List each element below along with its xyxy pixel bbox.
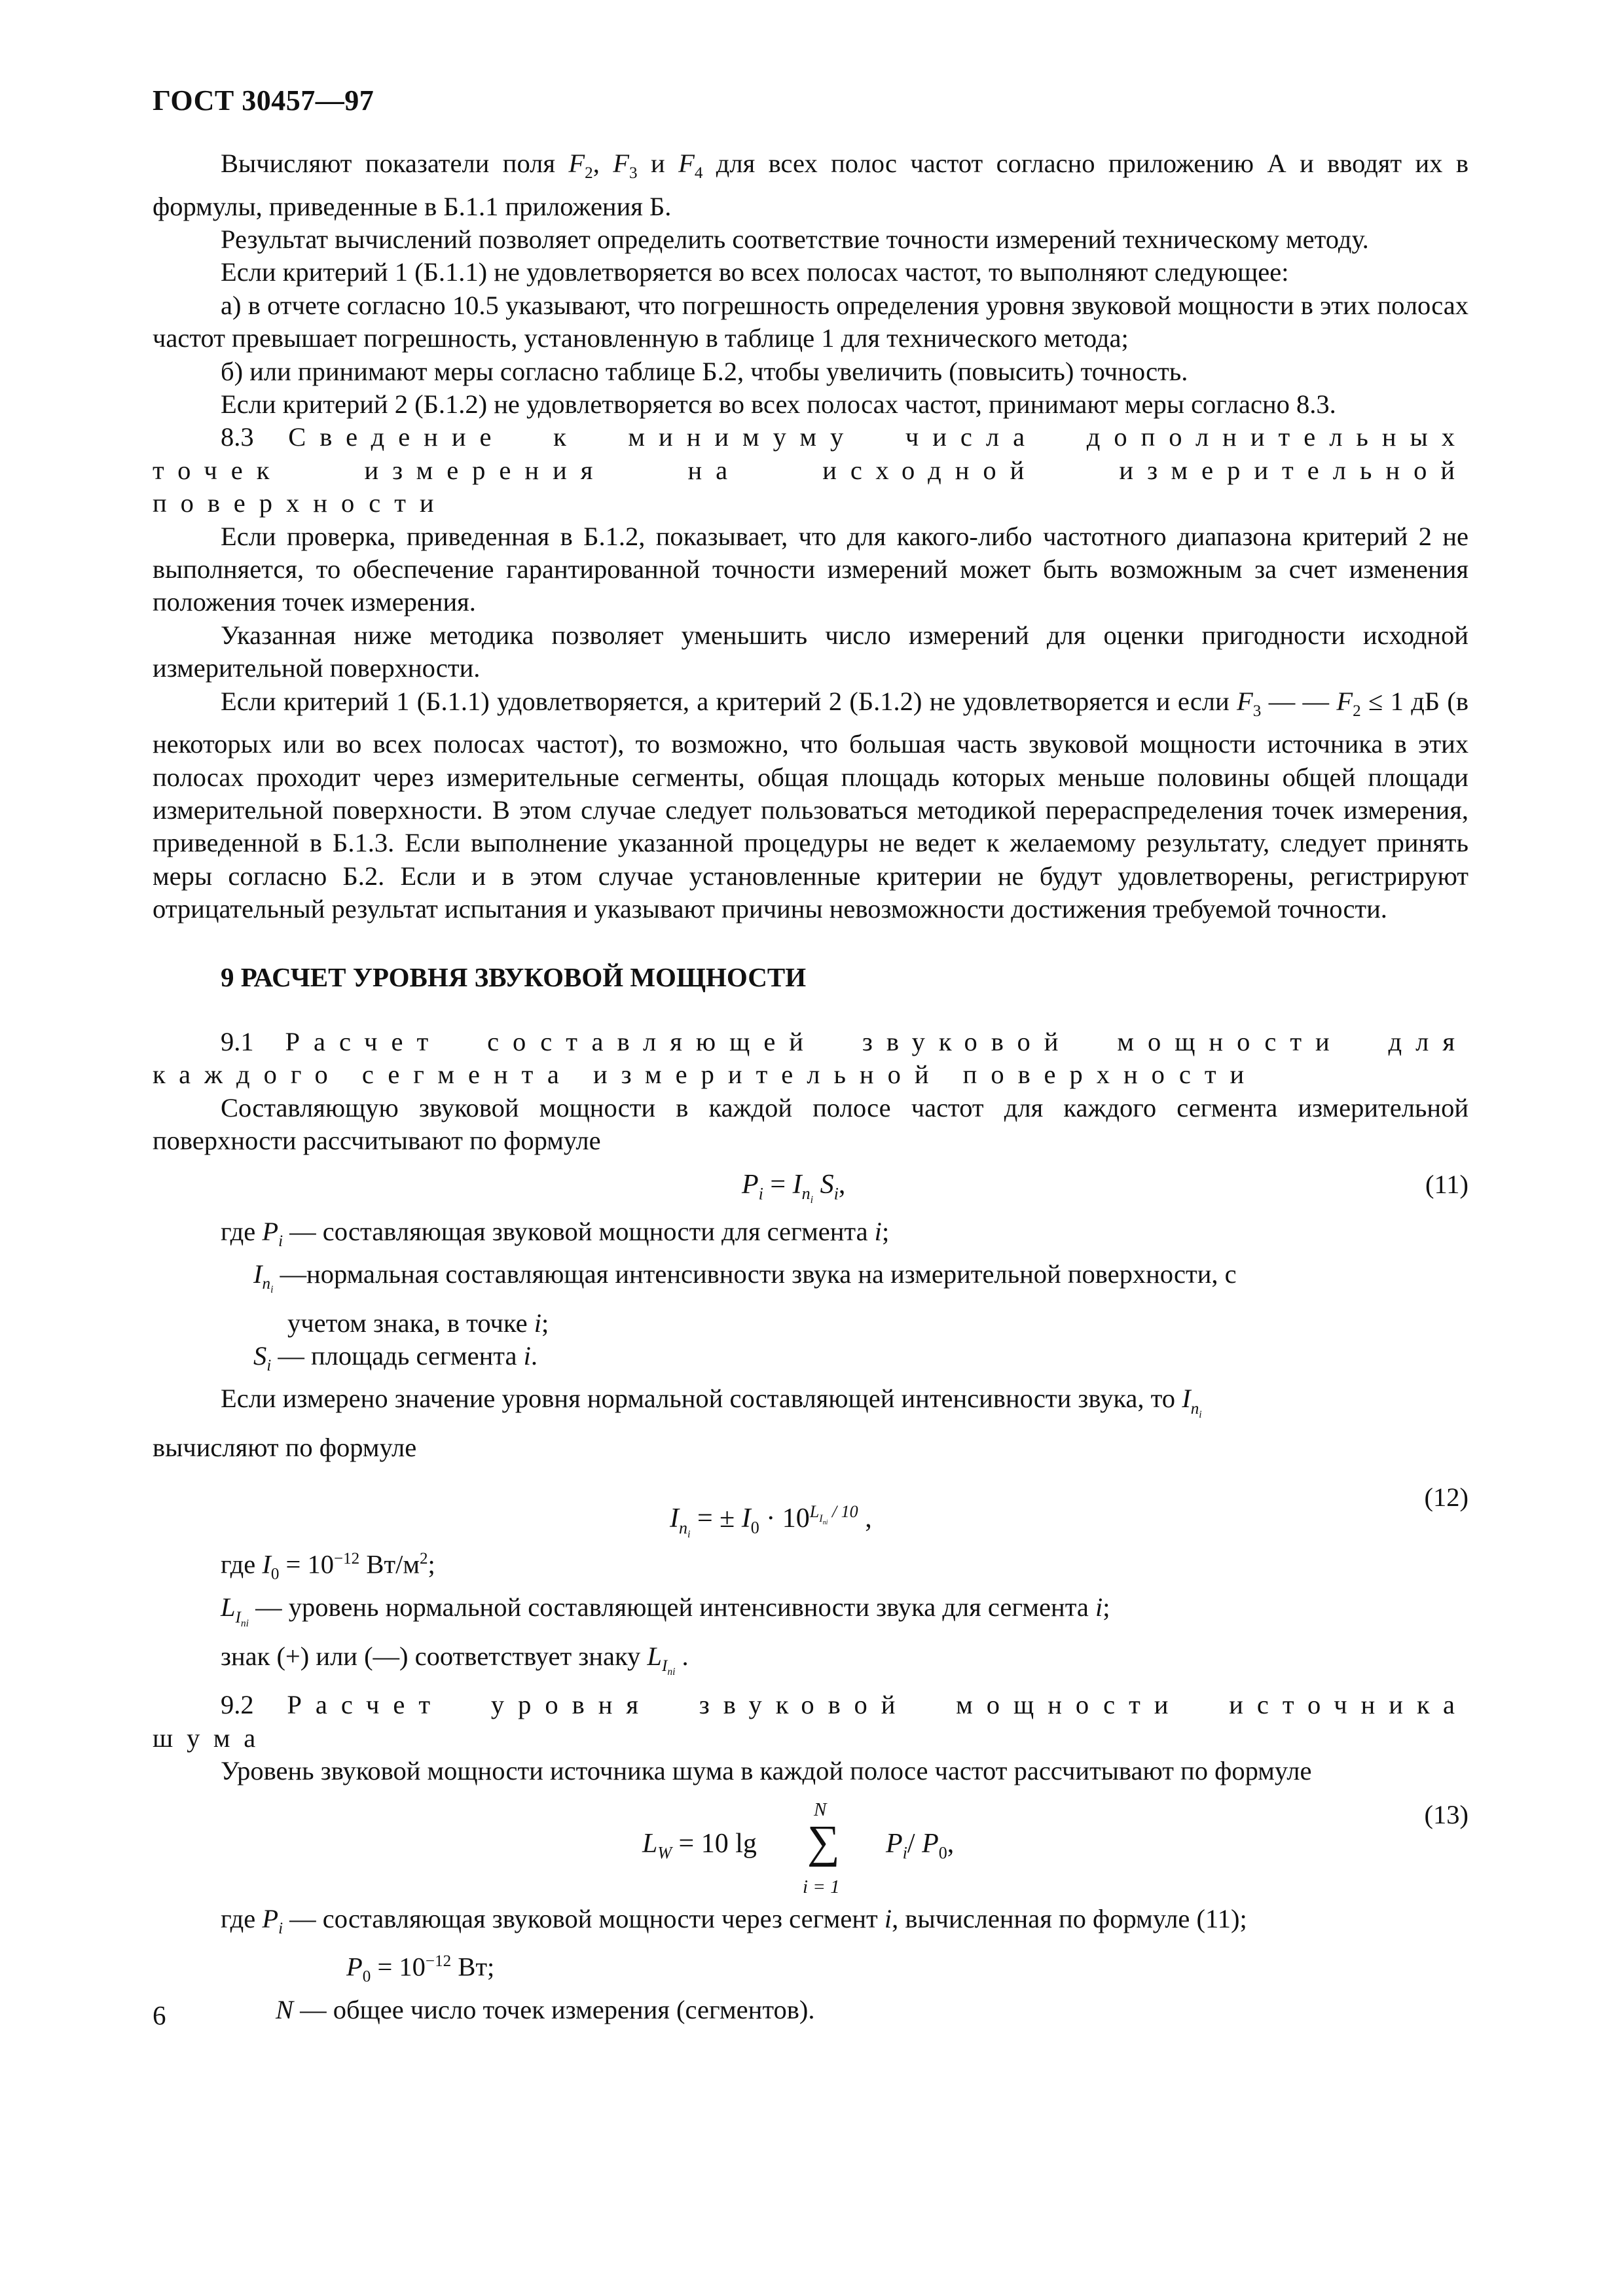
equation-number-11: (11) bbox=[1425, 1169, 1468, 1199]
where-12-line1: где $I_0 = 10^{-12}$ $Вт/м^2$; bbox=[221, 1549, 435, 1583]
formula-13-rhs: $P_i/$ $P_0$, bbox=[886, 1828, 955, 1863]
where-12-line3: знак (+) или (—) соответствует знаку $L_{I_{ni}}$ . bbox=[221, 1641, 689, 1678]
paragraph-method: Указанная ниже методика позволяет уменьшить число измерений для оценки пригодности исходной измерительной поверхности. bbox=[153, 620, 1468, 683]
where-11-line3: $S_i$ — площадь сегмента i. bbox=[253, 1340, 538, 1375]
paragraph-field-indicators: Вычисляют показатели поля $F_2$, $F_3$ и $F_4$ для всех полос частот согласно приложению А и вводят их в формулы, приведенные в Б.1.1 приложения Б. bbox=[153, 149, 1468, 221]
paragraph-redistribution: Если критерий 1 (Б.1.1) удовлетворяется, а критерий 2 (Б.1.2) не удовлетворяется и если $F_3$ — — $F_2 \le 1$ дБ (в некоторых или во всех полосах частот), то возможно, что большая часть звуковой мощности источника в этих полосах проходит через измерительные сегменты, общая площадь которых меньше половины общей площади измерительной поверхности. В этом случае следует пользоваться методикой перераспределения точек измерения, приведенной в Б.1.3. Если выполнение указанной процедуры не ведет к желаемому результату, следует принять меры согласно Б.2. Если и в этом случае установленные критерии не будут удовлетворены, регистрируют отрицательный результат испытания и указывают причины невозможности достижения требуемой точности. bbox=[153, 686, 1469, 924]
sum-lower-limit: i = 1 bbox=[803, 1876, 840, 1897]
paragraph-result: Результат вычислений позволяет определить соответствие точности измерений техническому методу. bbox=[221, 224, 1369, 254]
paragraph-9-1: Составляющую звуковой мощности в каждой полосе частот для каждого сегмента измерительной поверхности рассчитывают по формуле bbox=[153, 1092, 1468, 1156]
equation-number-12: (12) bbox=[1424, 1482, 1468, 1513]
sum-upper-limit: N bbox=[814, 1799, 827, 1820]
formula-13-lhs: $L_W = 10$ lg bbox=[642, 1828, 757, 1863]
where-12-line2: $L_{I_{ni}}$ — уровень нормальной составляющей интенсивности звука для сегмента i; bbox=[221, 1592, 1110, 1629]
list-item-a: а) в отчете согласно 10.5 указывают, что погрешность определения уровня звуковой мощности в этих полосах частот превышает погрешность, установленную в таблице 1 для технического метода; bbox=[153, 290, 1468, 353]
formula-13 bbox=[153, 1788, 1468, 1903]
where-13-line1: где $P_i$ — составляющая звуковой мощности через сегмент i, вычисленная по формуле (11); bbox=[221, 1903, 1247, 1937]
section-9-heading: 9 РАСЧЕТ УРОВНЯ ЗВУКОВОЙ МОЩНОСТИ bbox=[221, 961, 807, 992]
formula-11-expression: $P_i = I_{n_i}$ $S_i$, bbox=[742, 1169, 846, 1206]
document-body bbox=[153, 147, 1468, 2027]
paragraph-criterion1: Если критерий 1 (Б.1.1) не удовлетворяется во всех полосах частот, то выполняют следующее: bbox=[221, 257, 1289, 287]
where-11-line1: где $P_i$ — составляющая звуковой мощности для сегмента i; bbox=[221, 1216, 890, 1250]
subsection-8-3-title: 8.3 Сведение к минимуму числа дополнительных точек измерения на исходной измерительной поверхности bbox=[153, 422, 1469, 518]
formula-12-expression: $I_{n_i}$ = ± $I_0 \cdot 10^{L_{I_{ni}} / 10}$ , bbox=[670, 1502, 872, 1540]
where-13-line3: N — общее число точек измерения (сегментов). bbox=[276, 1995, 815, 2025]
subsection-9-2-title: 9.2 Расчет уровня звуковой мощности источника шума bbox=[153, 1690, 1468, 1753]
where-11-line2: $I_{n_i}$ —нормальная составляющая интенсивности звука на измерительной поверхности, с учетом знака, в точке i; bbox=[253, 1259, 1237, 1338]
where-13-line2: $P_0 = 10^{-12}$ Вт; bbox=[346, 1952, 495, 1986]
paragraph-9-2: Уровень звуковой мощности источника шума в каждой полосе частот рассчитывают по формуле bbox=[221, 1756, 1312, 1786]
page-number: 6 bbox=[153, 2000, 166, 2030]
document-header: ГОСТ 30457—97 bbox=[153, 84, 374, 117]
paragraph-if-measured: Если измерено значение уровня нормальной составляющей интенсивности звука, то $I_{n_i}$ вычисляют по формуле bbox=[153, 1384, 1202, 1462]
paragraph-check: Если проверка, приведенная в Б.1.2, показывает, что для какого-либо частотного диапазона критерий 2 не выполняется, то обеспечение гарантированной точности измерений может быть возможным за счет изменения положения точек измерения. bbox=[153, 521, 1468, 617]
list-item-b: б) или принимают меры согласно таблице Б.2, чтобы увеличить (повысить) точность. bbox=[221, 356, 1188, 386]
subsection-9-1-title: 9.1 Расчет составляющей звуковой мощности для каждого сегмента измерительной поверхности bbox=[153, 1026, 1468, 1090]
formula-12 bbox=[153, 1464, 1468, 1543]
paragraph-criterion2: Если критерий 2 (Б.1.2) не удовлетворяется во всех полосах частот, принимают меры согласно 8.3. bbox=[221, 389, 1336, 419]
sigma-symbol: ∑ bbox=[807, 1816, 840, 1867]
formula-11 bbox=[153, 1158, 1468, 1215]
equation-number-13: (13) bbox=[1424, 1799, 1468, 1829]
